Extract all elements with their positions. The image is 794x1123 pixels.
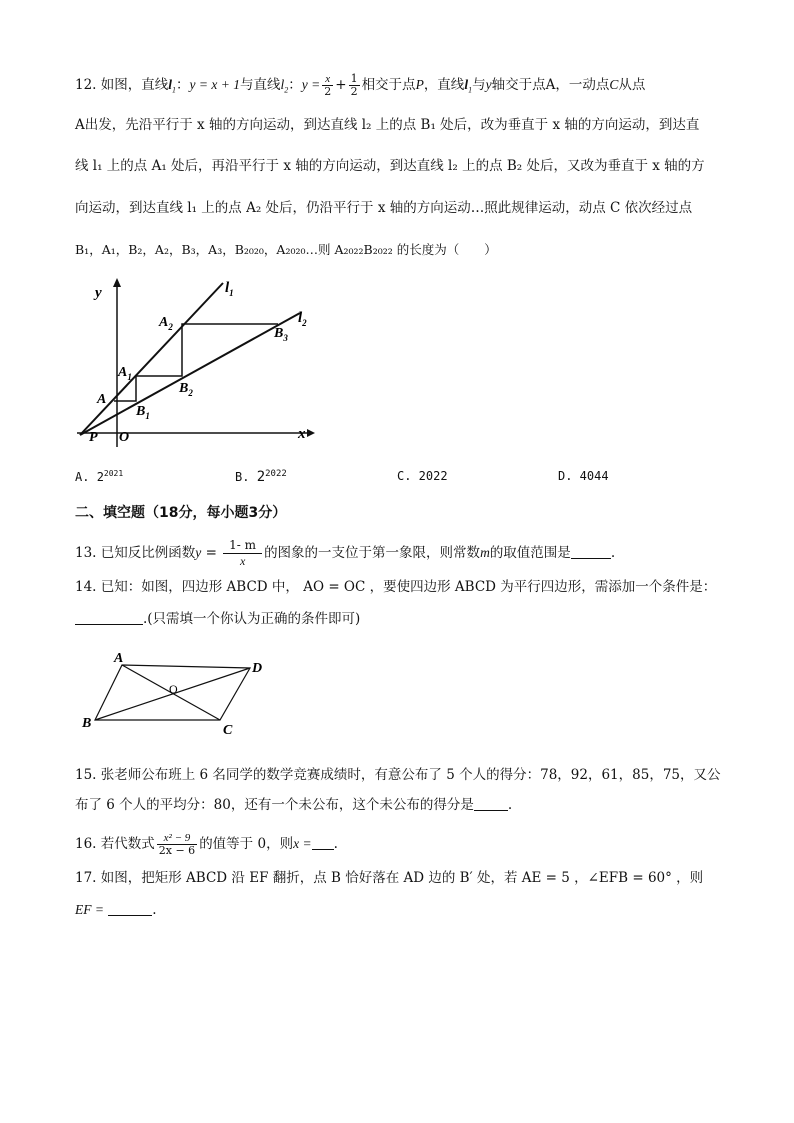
frac-1-2: $\frac{1}{2}$ (350, 72, 358, 98)
label-B3: $B_3$ (274, 326, 288, 343)
l2-label: $l_2$ (280, 77, 289, 95)
choice-a[interactable]: A. $2^{2021}$ (75, 469, 124, 484)
q16: 16. 若代数式 $\frac{\text{x² − 9}}{2x - 6}$ 的值等于 0，则x = . (75, 832, 338, 857)
eq-l1: y = x + 1 (189, 77, 240, 92)
choice-c[interactable]: C. 2022 (397, 469, 448, 483)
q15-line-1: 15. 张老师公布班上 6 名同学的数学竞赛成绩时，有意公布了 5 个人的得分：78，92，61，85，75，又公 (75, 767, 721, 783)
label-B2: $B_2$ (179, 381, 193, 398)
label-y: y (95, 285, 102, 301)
q12-line-2: A出发，先沿平行于 x 轴的方向运动，到达直线 l₂ 上的点 B₁ 处后，改为垂直于 x 轴的方向运动，到达直 (75, 117, 700, 133)
q12-line-4: 向运动，到达直线 l₁ 上的点 A₂ 处后，仍沿平行于 x 轴的方向运动…照此规律运动，动点 C 依次经过点 (75, 200, 693, 216)
x-axis-arrow-icon (307, 429, 315, 437)
label-C: C (223, 723, 233, 738)
q13: 13. 已知反比例函数y = $\frac{1- m}{x}$ 的图象的一支位于第一象限，则常数m的取值范围是 . (75, 538, 616, 568)
q15-answer-blank[interactable] (474, 796, 508, 811)
q12-figure (75, 275, 320, 450)
label-B1: $B_1$ (136, 404, 150, 421)
staircase-path (114, 324, 278, 401)
label-P: P (89, 430, 98, 445)
q16-answer-blank[interactable] (312, 835, 334, 850)
label-O: O (119, 430, 130, 445)
choice-b[interactable]: B. $2^{2022}$ (235, 469, 287, 485)
label-A: A (97, 392, 107, 407)
frac-x-2: $\frac{x}{2}$ (324, 73, 332, 98)
q13-fraction: $\frac{1- m}{x}$ (223, 538, 262, 569)
q14-answer-blank[interactable] (75, 610, 143, 625)
y-axis-arrow-icon (113, 278, 121, 287)
line-l1 (80, 283, 223, 435)
q12-line-1: 12. 如图，直线$l_1$：y = x + 1与直线$l_2$：y = $\frac{x}{2}$ + $\frac{1}{2}$ 相交于点P，直线$l_1$与y轴交于点A，一动点C从点 (75, 72, 646, 98)
label-B: B (82, 716, 92, 731)
q14-figure (78, 650, 268, 742)
section-2-title: 二、填空题（18分，每小题3分） (75, 505, 287, 521)
q12-text: 12. 如图，直线 (75, 77, 169, 93)
label-l1: $l_1$ (225, 280, 234, 298)
q15-line-2: 布了 6 个人的平均分：80，还有一个未公布，这个未公布的得分是 . (75, 797, 513, 813)
q12-line-3: 线 l₁ 上的点 A₁ 处后，再沿平行于 x 轴的方向运动，到达直线 l₂ 上的点 B₂ 处后，又改为垂直于 x 轴的方 (75, 158, 705, 174)
q13-answer-blank[interactable] (571, 544, 611, 559)
q16-fraction: $\frac{\text{x² − 9}}{2x - 6}$ (158, 832, 196, 857)
q17-line-1: 17. 如图，把矩形 ABCD 沿 EF 翻折，点 B 恰好落在 AD 边的 B′ 处，若 AE = 5 ，∠EFB = 60° ，则 (75, 870, 704, 886)
q12-line-5: B₁，A₁，B₂，A₂，B₃，A₃，B₂₀₂₀，A₂₀₂₀…则 A₂₀₂₂B₂₀₂₂ 的长度为（ ） (75, 242, 497, 257)
label-A2: $A_2$ (159, 315, 173, 332)
label-D: D (252, 661, 263, 676)
q14-line-1: 14. 已知：如图，四边形 ABCD 中， AO = OC ，要使四边形 ABCD 为平行四边形，需添加一个条件是： (75, 579, 717, 595)
q14-line-2: .(只需填一个你认为正确的条件即可) (75, 609, 360, 629)
l1-label: $l_1$ (168, 77, 177, 95)
choice-d[interactable]: D. 4044 (558, 469, 609, 483)
label-A1: $A_1$ (118, 365, 132, 382)
line-l2 (80, 313, 300, 435)
label-x: x (298, 426, 306, 442)
label-A: A (114, 651, 124, 666)
label-l2: $l_2$ (298, 310, 307, 328)
q17-line-2: EF = . (75, 902, 157, 918)
q17-answer-blank[interactable] (108, 901, 152, 916)
label-O: O (169, 682, 178, 696)
